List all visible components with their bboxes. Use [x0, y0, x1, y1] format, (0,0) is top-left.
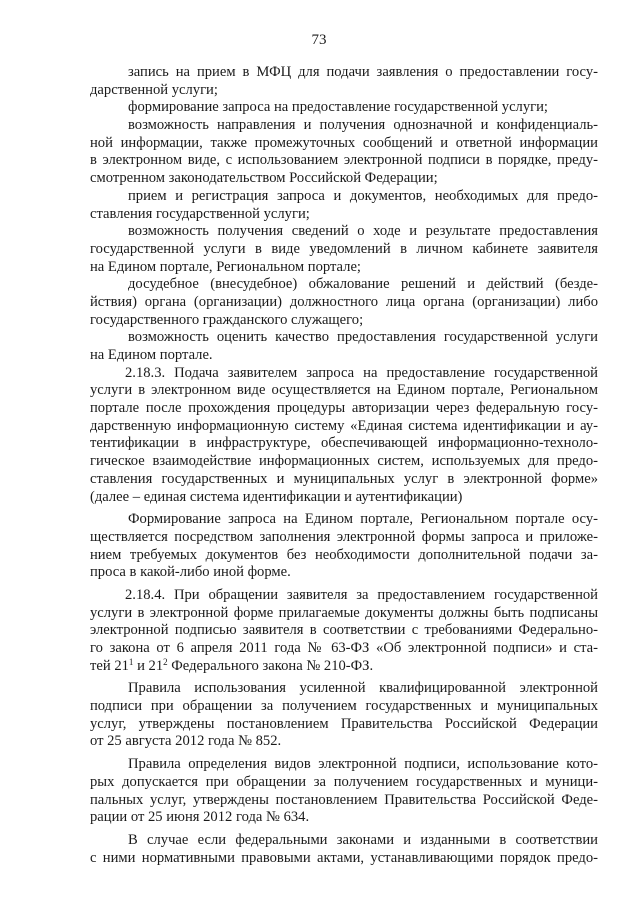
- text-line: возможность оценить качество предоставления государственной услуги: [128, 329, 598, 346]
- paragraph: [90, 832, 598, 867]
- text-line: дарственной услуги;: [90, 81, 218, 98]
- paragraph: [90, 511, 598, 582]
- paragraph: [90, 276, 598, 329]
- text-line: на Едином портале, Региональном портале;: [90, 258, 361, 275]
- text-line: ставления государственной услуги;: [90, 205, 310, 222]
- text-span: и 21: [133, 657, 164, 674]
- text-line: подписи при обращении за получением государственных и муниципальных: [90, 698, 598, 715]
- paragraph: [90, 223, 598, 276]
- text-line: возможность получения сведений о ходе и результате предоставления: [128, 223, 598, 240]
- text-line: Формирование запроса на Едином портале, Региональном портале осу-: [128, 511, 598, 528]
- text-line: 2.18.3. Подача заявителем запроса на предоставление государственной: [125, 364, 598, 381]
- page-number: 73: [311, 32, 327, 48]
- text-line: ществляется посредством заполнения электронной формы запроса и приложе-: [90, 528, 598, 545]
- text-line: ставления государственных и муниципальных услуг в электронной форме»: [90, 470, 598, 487]
- text-line: Правила определения видов электронной подписи, использование кото-: [128, 756, 598, 773]
- superscript: 1: [128, 656, 134, 667]
- text-line: 2.18.4. При обращении заявителя за предоставлением государственной: [125, 586, 598, 603]
- text-line: Правила использования усиленной квалифицированной электронной: [128, 680, 598, 697]
- text-line: досудебное (внесудебное) обжалование решений и действий (безде-: [128, 276, 598, 293]
- text-line: с ними нормативными правовыми актами, устанавливающими порядок предо-: [90, 849, 598, 866]
- text-line: портале после прохождения процедуры авторизации через федеральную госу-: [90, 400, 598, 417]
- text-line: услуг, утверждены постановлением Правительства Российской Федерации: [90, 715, 598, 732]
- text-line: от 25 августа 2012 года № 852.: [90, 733, 282, 750]
- text-line: тентификации в инфраструктуре, обеспечивающей информационно-техноло-: [90, 435, 598, 452]
- text-line: государственной услуги в виде уведомлений в личном кабинете заявителя: [90, 240, 598, 257]
- text-line: [90, 658, 598, 676]
- text-line: услуги в электронном виде осуществляется на Едином портале, Региональном: [90, 382, 598, 399]
- paragraph: [90, 756, 598, 827]
- text-line: на Едином портале.: [90, 347, 213, 363]
- text-line: возможность направления и получения однозначной и конфиденциаль-: [128, 117, 598, 134]
- text-line: электронной подписью заявителя в соответствии с требованиями Федерально-: [90, 622, 598, 639]
- text-line: гическое взаимодействие информационных систем, используемых для предо-: [90, 453, 598, 470]
- paragraph-2-18-3: [90, 365, 598, 507]
- text-line: ной информации, также промежуточных сообщений и ответной информации: [90, 134, 598, 151]
- text-line: рации от 25 июня 2012 года № 634.: [90, 809, 310, 826]
- text-line: (далее – единая система идентификации и аутентификации): [90, 488, 463, 505]
- text-line: рых допускается при обращении за получением государственных и муници-: [90, 773, 598, 790]
- paragraph: [90, 188, 598, 223]
- paragraph-2-18-4: [90, 587, 598, 675]
- text-span: Федерального закона № 210-ФЗ.: [167, 657, 374, 674]
- text-line: прием и регистрация запроса и документов, необходимых для предо-: [128, 187, 598, 204]
- paragraph: [90, 680, 598, 751]
- text-line: услуги в электронной форме прилагаемые документы должны быть подписаны: [90, 604, 598, 621]
- text-line: дарственную информационную систему «Единая система идентификации и ау-: [90, 417, 598, 434]
- text-line: формирование запроса на предоставление государственной услуги;: [128, 99, 548, 116]
- text-line: нием требуемых документов без необходимости дополнительной подачи за-: [90, 546, 598, 563]
- paragraph: [90, 117, 598, 188]
- text-line: в электронном виде, с использованием электронной подписи в порядке, преду-: [90, 152, 598, 169]
- text-line: пальных услуг, утверждены постановлением Правительства Российской Феде-: [90, 791, 598, 808]
- paragraph: [90, 99, 598, 117]
- text-line: В случае если федеральными законами и изданными в соответствии: [128, 831, 598, 848]
- text-line: йствия) органа (организации) должностного лица органа (организации) либо: [90, 293, 598, 310]
- text-line: запись на прием в МФЦ для подачи заявления о предоставлении госу-: [128, 64, 598, 80]
- text-line: го закона от 6 апреля 2011 года № 63-ФЗ «Об электронной подписи» и ста-: [90, 640, 598, 656]
- superscript: 2: [163, 656, 168, 667]
- text-span: тей 21: [90, 657, 129, 674]
- paragraph: [90, 329, 598, 364]
- text-line: государственного гражданского служащего;: [90, 311, 364, 328]
- paragraph: [90, 64, 598, 99]
- text-line: проса в какой-либо иной форме.: [90, 564, 291, 581]
- text-line: смотренном законодательством Российской Федерации;: [90, 170, 438, 187]
- document-body: [90, 64, 598, 867]
